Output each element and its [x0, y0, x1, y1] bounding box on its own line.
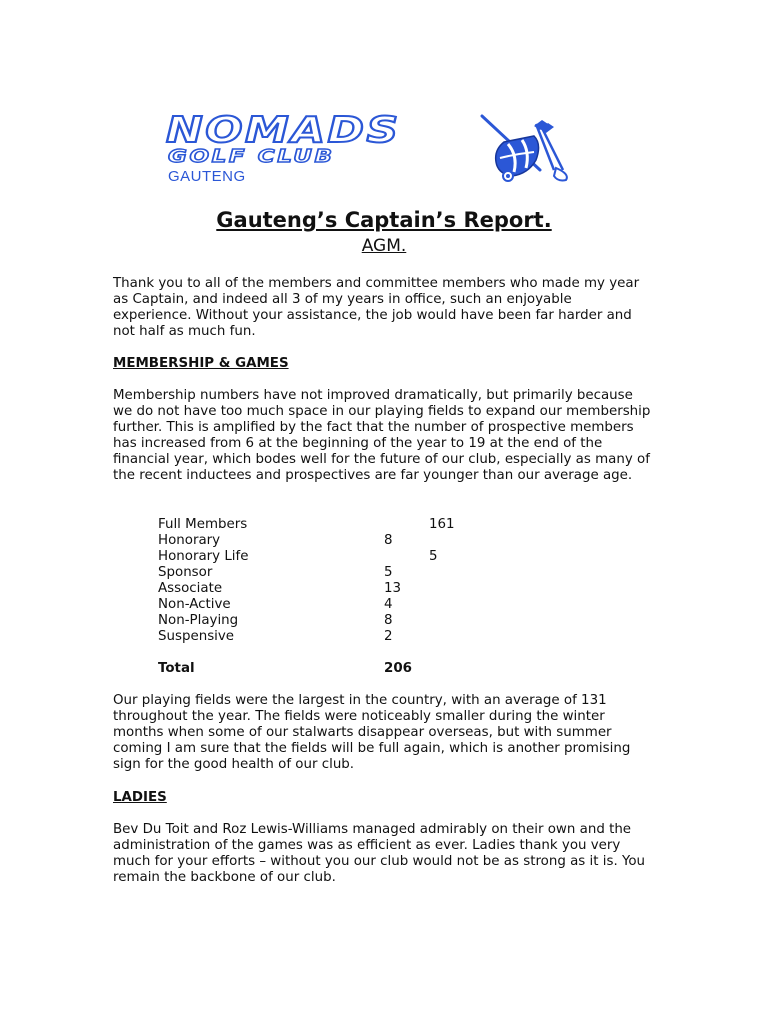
row-value: 2 [384, 629, 393, 644]
total-value: 206 [384, 661, 412, 676]
row-label: Non-Playing [158, 613, 239, 628]
logo-nomads-text: NOMADS [166, 110, 401, 151]
row-value: 5 [429, 549, 438, 564]
row-value: 5 [384, 565, 393, 580]
row-value: 161 [429, 517, 455, 532]
table-total-row [158, 661, 558, 677]
membership-paragraph: Membership numbers have not improved dramatically, but primarily because we do not have too much space in our playing fields to expand our membership further. This is amplified by the fact that the number of prospective members has increased from 6 at the beginning of the year to 19 at the end of the financial year, which bodes well for the future of our club, especially as many of the recent inductees and prospectives are far younger than our average age. [113, 388, 651, 484]
ladies-paragraph: Bev Du Toit and Roz Lewis-Williams managed admirably on their own and the administration of the games was as efficient as ever. Ladies thank you very much for your efforts – without you our club would not be as strong as it is. You remain the backbone of our club. [113, 822, 646, 886]
ladies-heading: LADIES [113, 790, 167, 805]
golf-bag-emblem-icon [478, 114, 578, 188]
row-label: Suspensive [158, 629, 235, 644]
total-label: Total [158, 661, 195, 676]
table-row [158, 581, 558, 597]
table-row [158, 597, 558, 613]
table-row [158, 549, 558, 565]
report-title: Gauteng’s Captain’s Report. [216, 208, 552, 232]
row-value: 8 [384, 533, 393, 548]
intro-paragraph: Thank you to all of the members and committee members who made my year as Captain, and indeed all 3 of my years in office, such an enjoyable experience. Without your assistance, the job would have been far harder and not half as much fun. [113, 276, 640, 340]
table-row [158, 533, 558, 549]
logo-region-text: GAUTENG [168, 168, 246, 185]
logo-golf-club-text: GOLF CLUB [168, 146, 335, 167]
row-value: 13 [384, 581, 402, 596]
row-value: 4 [384, 597, 393, 612]
fields-paragraph: Our playing fields were the largest in the country, with an average of 131 throughout the year. The fields were noticeably smaller during the winter months when some of our stalwarts disappear overseas, but with summer coming I am sure that the fields will be full again, which is another promising sign for the good health of our club. [113, 693, 631, 773]
row-label: Honorary [158, 533, 221, 548]
table-row [158, 613, 558, 629]
row-value: 8 [384, 613, 393, 628]
row-label: Non-Active [158, 597, 231, 612]
membership-heading: MEMBERSHIP & GAMES [113, 356, 289, 371]
table-row [158, 629, 558, 645]
row-label: Honorary Life [158, 549, 249, 564]
table-row [158, 565, 558, 581]
report-subtitle: AGM. [361, 236, 407, 256]
row-label: Sponsor [158, 565, 213, 580]
row-label: Full Members [158, 517, 248, 532]
row-label: Associate [158, 581, 223, 596]
table-row [158, 517, 558, 533]
club-logo [160, 110, 580, 190]
